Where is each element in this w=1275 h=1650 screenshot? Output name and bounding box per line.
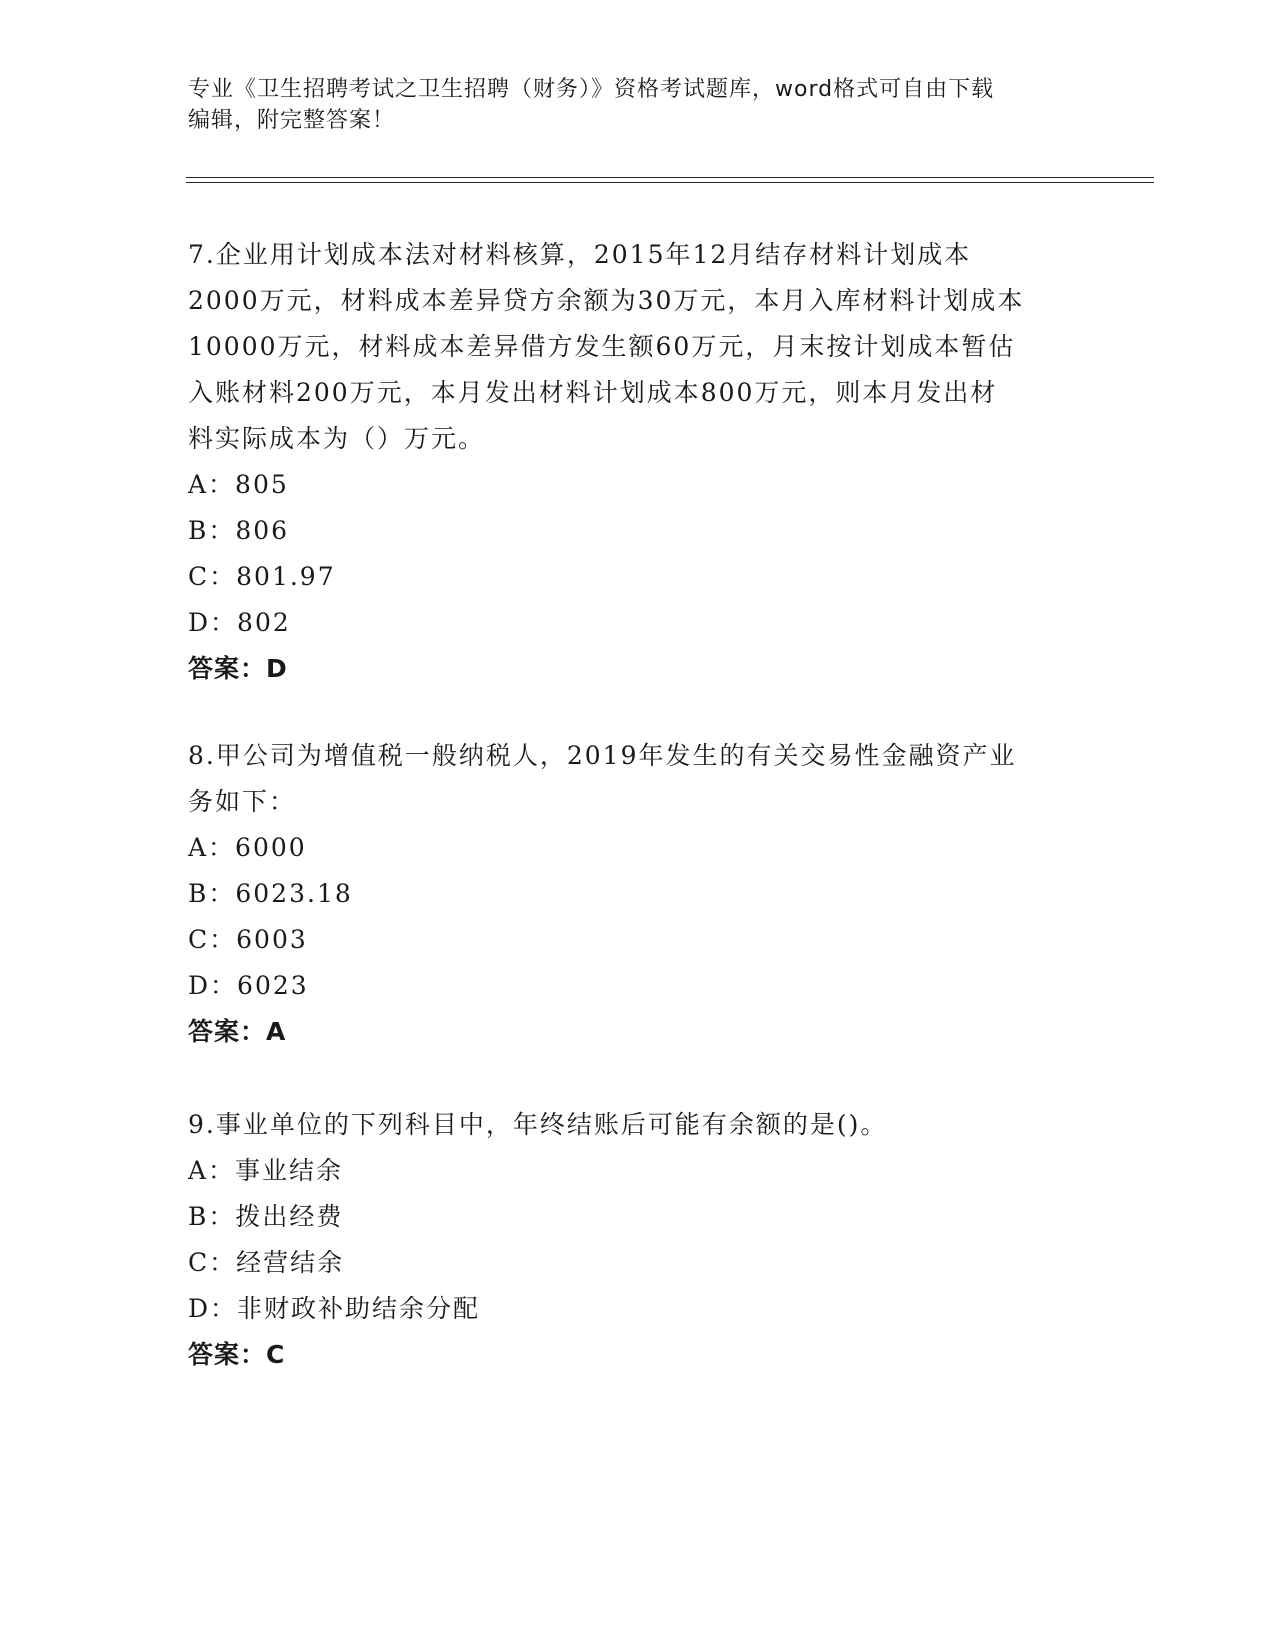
question-stem-line: 8.甲公司为增值税一般纳税人，2019年发生的有关交易性金融资产业 (188, 741, 1017, 770)
option-c: C：经营结余 (188, 1248, 345, 1277)
question-stem-line: 入账材料200万元，本月发出材料计划成本800万元，则本月发出材 (188, 378, 998, 407)
question-8 (188, 733, 1088, 1055)
question-stem-line: 2000万元，材料成本差异贷方余额为30万元，本月入库材料计划成本 (188, 286, 1025, 315)
question-7 (188, 232, 1088, 692)
option-c: C：6003 (188, 925, 308, 954)
question-stem-line: 料实际成本为（）万元。 (188, 424, 486, 453)
option-a: A：事业结余 (188, 1156, 344, 1185)
header-line-1: 专业《卫生招聘考试之卫生招聘（财务）》资格考试题库，word格式可自由下载 (188, 77, 995, 102)
header-line-2: 编辑，附完整答案！ (188, 108, 396, 133)
option-d: D：非财政补助结余分配 (188, 1294, 481, 1323)
option-b: B：拨出经费 (188, 1202, 344, 1231)
answer-label: 答案：C (188, 1340, 286, 1369)
answer-label: 答案：D (188, 654, 288, 683)
option-a: A：805 (188, 470, 289, 499)
option-b: B：806 (188, 516, 290, 545)
option-b: B：6023.18 (188, 879, 353, 908)
question-9 (188, 1102, 1088, 1378)
option-d: D：802 (188, 608, 291, 637)
option-c: C：801.97 (188, 562, 336, 591)
document-header (188, 74, 1088, 136)
option-d: D：6023 (188, 971, 309, 1000)
header-divider-top (186, 177, 1154, 178)
question-stem-line: 务如下： (188, 787, 297, 816)
header-divider-bottom (186, 182, 1154, 183)
question-stem-line: 9.事业单位的下列科目中，年终结账后可能有余额的是()。 (188, 1110, 888, 1139)
question-stem-line: 10000万元，材料成本差异借方发生额60万元，月末按计划成本暂估 (188, 332, 1016, 361)
question-stem-line: 7.企业用计划成本法对材料核算，2015年12月结存材料计划成本 (188, 240, 972, 269)
answer-label: 答案：A (188, 1017, 287, 1046)
option-a: A：6000 (188, 833, 307, 862)
